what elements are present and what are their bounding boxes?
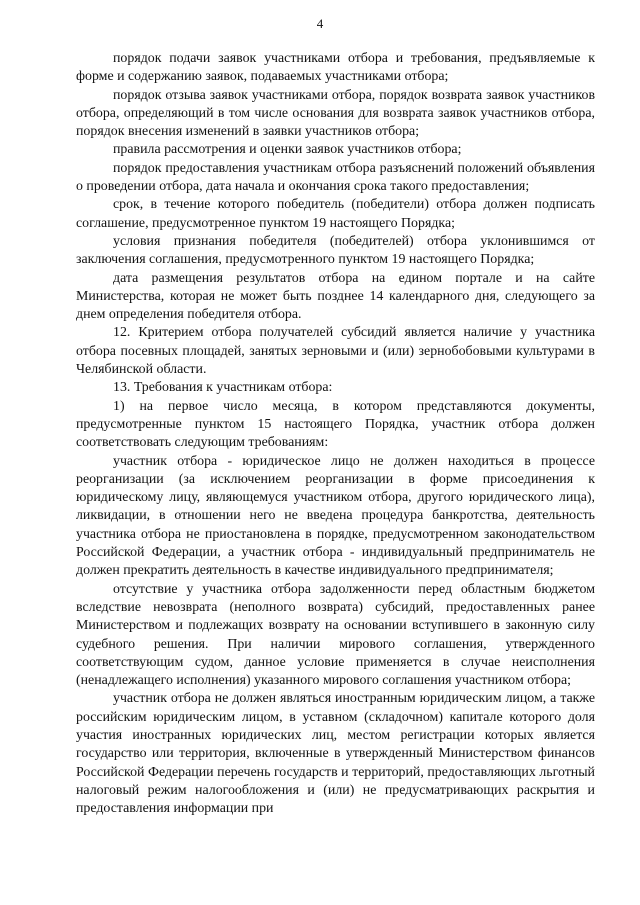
paragraph-signing-deadline: срок, в течение которого победитель (победители) отбора должен подписать соглашение, предусмотренное пунктом 19 настоящего Порядка; [76, 197, 595, 231]
paragraph-reorganization: участник отбора - юридическое лицо не должен находиться в процессе реорганизации (за исключением реорганизации в форме присоединения к юридическому лицу, являющемуся участником отбора, другого юридического лица), ликвидации, в отношении него не введена процедура банкротства, деятельность участника отбора не приостановлена в порядке, предусмотренном законодательством Российской Федерации, а участник отбора - индивидуальный предприниматель не должен прекратить деятельность в качестве индивидуального предпринимателя; [76, 453, 595, 579]
paragraph-debt: отсутствие у участника отбора задолженности перед областным бюджетом вследствие невозврата (неполного возврата) субсидий, предоставленных ранее Министерством и подлежащих возврату на основании вступившего в законную силу судебного решения. При наличии мирового соглашения, утвержденного соответствующим судом, данное условие применяется в случае неисполнения (ненадлежащего исполнения) указанного мирового соглашения участником отбора; [76, 581, 595, 689]
page-number: 4 [316, 16, 324, 31]
paragraph-clause-13-1: 1) на первое число месяца, в котором представляются документы, предусмотренные пунктом 15 настоящего Порядка, участник отбора должен соответствовать следующим требованиям: [76, 398, 595, 451]
paragraph-foreign-entity: участник отбора не должен являться иностранным юридическим лицом, а также российским юридическим лицом, в уставном (складочном) капитале которого доля участия иностранных юридических лиц, местом регистрации которых является государство или территория, включенные в утвержденный Министерством финансов Российской Федерации перечень государств и территорий, предоставляющих льготный налоговый режим налогообложения и (или) не предусматривающих раскрытия и предоставления информации при [76, 691, 595, 817]
paragraph-withdrawal-procedure: порядок отзыва заявок участниками отбора, порядок возврата заявок участников отбора, определяющий в том числе основания для возврата заявок участников отбора, порядок внесения изменений в заявки участников отбора; [76, 87, 595, 140]
paragraph-evasion-conditions: условия признания победителя (победителей) отбора уклонившимся от заключения соглашения, предусмотренного пунктом 19 настоящего Порядка; [76, 233, 595, 268]
paragraph-evaluation-rules: правила рассмотрения и оценки заявок участников отбора; [113, 142, 462, 158]
paragraph-results-publication: дата размещения результатов отбора на едином портале и на сайте Министерства, которая не может быть позднее 14 календарного дня, следующего за днем определения победителя отбора. [76, 270, 595, 323]
paragraph-clause-12: 12. Критерием отбора получателей субсидий является наличие у участника отбора посевных площадей, занятых зерновыми и (или) зернобобовыми культурами в Челябинской области. [76, 325, 595, 378]
paragraph-submission-procedure: порядок подачи заявок участниками отбора и требования, предъявляемые к форме и содержанию заявок, подаваемых участниками отбора; [76, 51, 595, 85]
document-body [76, 50, 595, 818]
paragraph-clause-13: 13. Требования к участникам отбора: [113, 380, 333, 396]
paragraph-clarifications: порядок предоставления участникам отбора разъяснений положений объявления о проведении отбора, дата начала и окончания срока такого предоставления; [76, 160, 595, 195]
